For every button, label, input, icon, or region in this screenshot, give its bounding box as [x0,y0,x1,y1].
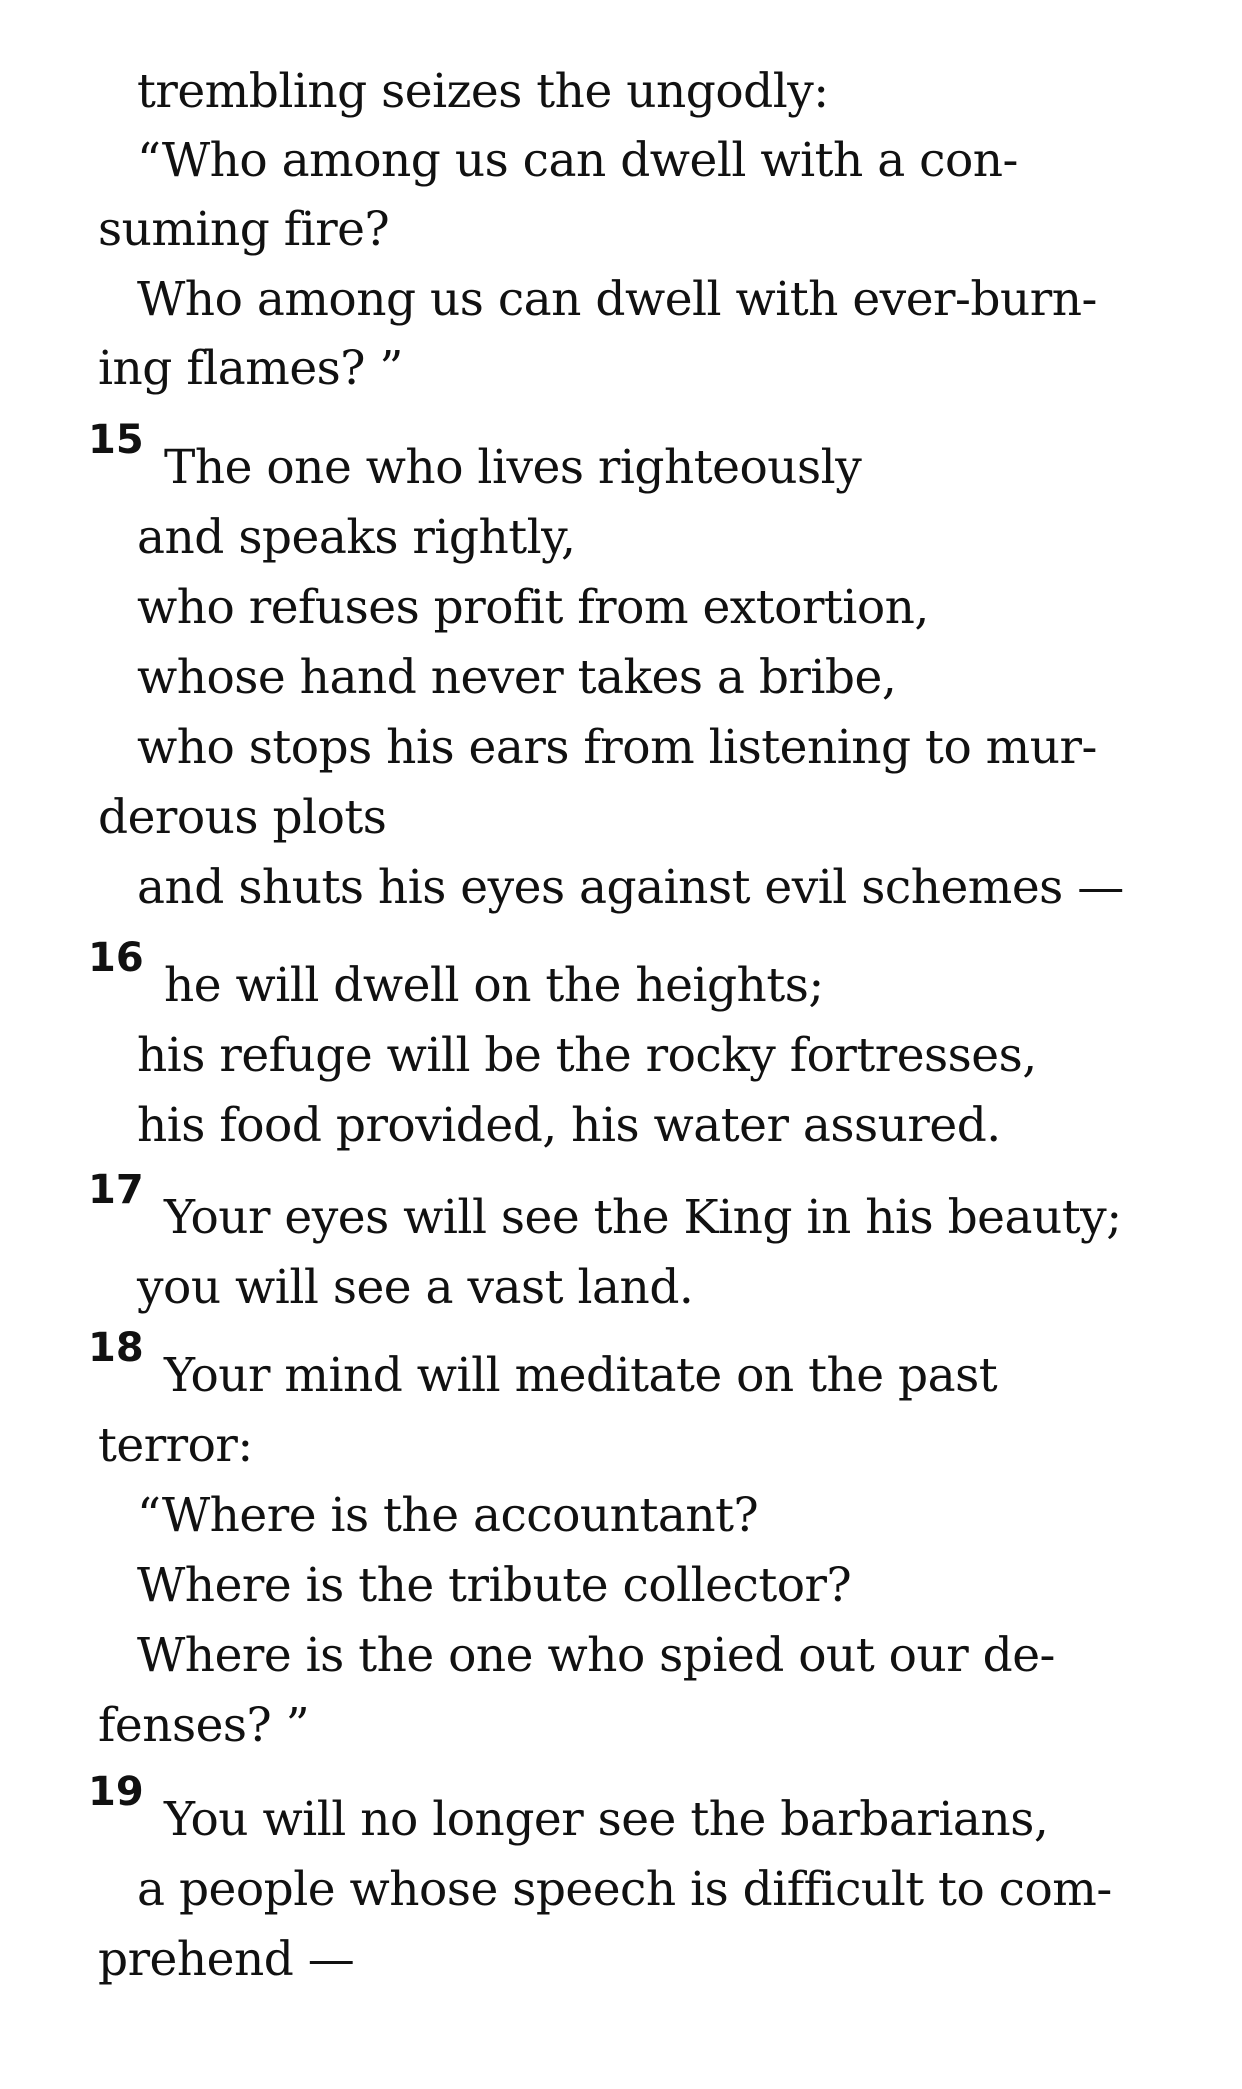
text-line: who stops his ears from listening to mur- [137,720,1097,775]
text-line: prehend — [98,1932,355,1987]
text-line: trembling seizes the ungodly: [137,64,829,119]
text-line: you will see a vast land. [137,1260,694,1315]
text-line: suming fire? [98,202,390,257]
text-line: “Who among us can dwell with a con- [137,133,1018,188]
text-line: who refuses profit from extortion, [137,580,929,635]
text-line: fenses? ” [98,1698,310,1753]
text-line: You will no longer see the barbarians, [164,1792,1049,1847]
text-line: “Where is the accountant? [137,1488,759,1543]
text-line: a people whose speech is difficult to com- [137,1862,1112,1917]
text-line: terror: [98,1418,253,1473]
text-line: Where is the tribute collector? [137,1558,852,1613]
text-line: his refuge will be the rocky fortresses, [137,1028,1037,1083]
text-line: whose hand never takes a bribe, [137,650,897,705]
text-line: he will dwell on the heights; [164,958,824,1013]
verse-number: 15 [88,417,144,463]
text-line: Your eyes will see the King in his beauty; [164,1190,1122,1245]
verse-number: 19 [88,1769,144,1815]
verse-number: 17 [88,1167,144,1213]
text-line: Where is the one who spied out our de- [137,1628,1055,1683]
text-line: derous plots [98,790,387,845]
text-line: Your mind will meditate on the past [164,1348,998,1403]
verse-number: 16 [88,935,144,981]
text-line: and speaks rightly, [137,510,576,565]
text-line: Who among us can dwell with ever-burn- [137,272,1097,327]
text-line: The one who lives righteously [164,440,862,495]
text-line: ing flames? ” [98,341,403,396]
text-line: and shuts his eyes against evil schemes — [137,860,1124,915]
text-line: his food provided, his water assured. [137,1098,1001,1153]
verse-number: 18 [88,1325,144,1371]
